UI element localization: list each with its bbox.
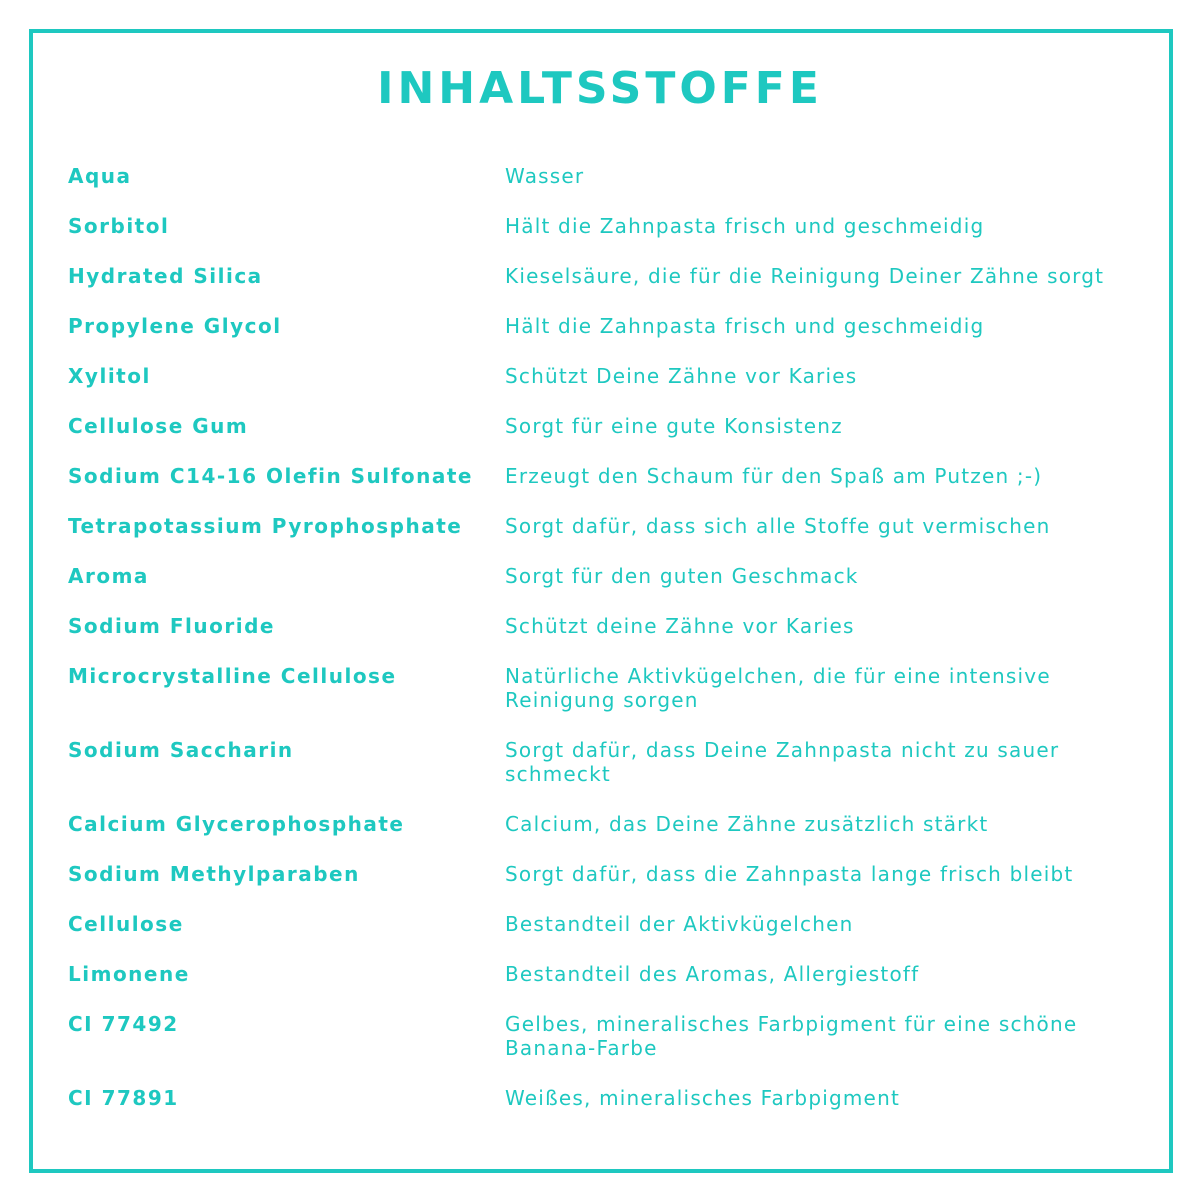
ingredient-row xyxy=(68,862,1148,886)
ingredient-row xyxy=(68,414,1148,438)
ingredient-name: CI 77492 xyxy=(68,1012,179,1036)
ingredient-name: CI 77891 xyxy=(68,1086,179,1110)
ingredient-name: Sodium Fluoride xyxy=(68,614,275,638)
ingredient-description: Gelbes, mineralisches Farbpigment für eine schöne Banana-Farbe xyxy=(505,1012,1078,1060)
ingredient-row xyxy=(68,264,1148,288)
ingredient-row xyxy=(68,1012,1148,1060)
ingredient-name: Aroma xyxy=(68,564,149,588)
ingredient-description: Sorgt für eine gute Konsistenz xyxy=(505,414,843,438)
ingredient-name: Xylitol xyxy=(68,364,151,388)
ingredient-row xyxy=(68,614,1148,638)
ingredient-description: Bestandteil des Aromas, Allergiestoff xyxy=(505,962,920,986)
ingredient-row xyxy=(68,314,1148,338)
ingredient-name: Sorbitol xyxy=(68,214,170,238)
ingredient-name: Microcrystalline Cellulose xyxy=(68,664,397,688)
ingredient-row xyxy=(68,514,1148,538)
ingredient-row xyxy=(68,738,1148,786)
ingredient-name: Propylene Glycol xyxy=(68,314,282,338)
ingredient-row xyxy=(68,164,1148,188)
ingredient-row xyxy=(68,1086,1148,1110)
ingredient-row xyxy=(68,214,1148,238)
ingredient-name: Sodium Methylparaben xyxy=(68,862,360,886)
ingredient-row xyxy=(68,812,1148,836)
ingredient-row xyxy=(68,364,1148,388)
ingredient-name: Aqua xyxy=(68,164,132,188)
ingredient-description: Calcium, das Deine Zähne zusätzlich stärkt xyxy=(505,812,989,836)
ingredient-name: Sodium C14-16 Olefin Sulfonate xyxy=(68,464,473,488)
ingredient-row xyxy=(68,912,1148,936)
ingredient-name: Hydrated Silica xyxy=(68,264,263,288)
ingredient-name: Cellulose xyxy=(68,912,184,936)
ingredient-description: Sorgt dafür, dass die Zahnpasta lange frisch bleibt xyxy=(505,862,1074,886)
ingredient-row xyxy=(68,664,1148,712)
ingredient-name: Cellulose Gum xyxy=(68,414,249,438)
ingredient-description: Erzeugt den Schaum für den Spaß am Putzen ;-) xyxy=(505,464,1043,488)
ingredient-description: Hält die Zahnpasta frisch und geschmeidig xyxy=(505,314,985,338)
ingredient-description: Natürliche Aktivkügelchen, die für eine intensive Reinigung sorgen xyxy=(505,664,1051,712)
page-title: INHALTSSTOFFE xyxy=(377,63,823,114)
ingredient-description: Sorgt dafür, dass sich alle Stoffe gut vermischen xyxy=(505,514,1051,538)
ingredient-description: Schützt deine Zähne vor Karies xyxy=(505,614,855,638)
ingredient-name: Sodium Saccharin xyxy=(68,738,294,762)
ingredient-description: Weißes, mineralisches Farbpigment xyxy=(505,1086,900,1110)
ingredient-description: Schützt Deine Zähne vor Karies xyxy=(505,364,858,388)
ingredient-row xyxy=(68,464,1148,488)
ingredient-name: Tetrapotassium Pyrophosphate xyxy=(68,514,463,538)
ingredient-description: Sorgt dafür, dass Deine Zahnpasta nicht zu sauer schmeckt xyxy=(505,738,1060,786)
ingredient-name: Calcium Glycerophosphate xyxy=(68,812,405,836)
ingredient-description: Bestandteil der Aktivkügelchen xyxy=(505,912,854,936)
ingredient-description: Sorgt für den guten Geschmack xyxy=(505,564,859,588)
ingredient-row xyxy=(68,564,1148,588)
ingredient-row xyxy=(68,962,1148,986)
ingredients-list xyxy=(68,164,1148,1136)
ingredient-description: Wasser xyxy=(505,164,585,188)
ingredient-description: Kieselsäure, die für die Reinigung Deiner Zähne sorgt xyxy=(505,264,1105,288)
ingredient-name: Limonene xyxy=(68,962,190,986)
ingredient-description: Hält die Zahnpasta frisch und geschmeidig xyxy=(505,214,985,238)
